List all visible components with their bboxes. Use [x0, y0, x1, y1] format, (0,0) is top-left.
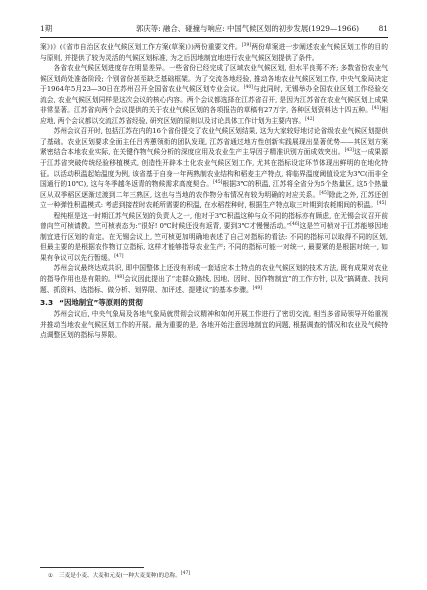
- citation: [42]: [305, 116, 315, 122]
- paragraph-3: 苏州会议召开时, 包括江苏在内的16个省份提交了农业气候区划结果, 这为大家较好地讨论省级农业气候区划提供了基础。农业区划要求全面主任吕秀蕙领衔的团队发现, 江苏省通过地方性创新实践展现出显著优势——其区划方案紧密结合本地农业实际, 在关键作物气候分析的深度应用及农业生产主导因子精准识别方面成效突出。[43]这一成果源于江苏省突破传统经验移植模式, 创造性开辟本土化农业气候区划工作, 尤其在指标设定环节体现出鲜明的在地化特征。以活动积温起始温度为例, 该省基于自身一年两熟制农业结构和稻麦主产特点, 将临界温度阈值设定为3℃(而非全国通行的10℃), 这与冬季越冬返青的物候需求高度契合。[45]根据3℃的积温, 江苏将全省分为5个热量区, 这5个热量区从双季稻区逐渐过渡到二年三熟区, 这也与当地的农作物分布情况有较为明确的对应关系。[45]除此之外, 江苏还创立一种弹性积温模式: 考虑到接茬时农耗所需要的积温, 在水稻茬种时, 根据生产特点取三叶期到农耗期间的积温。[45]: [40, 127, 388, 210]
- citation: [45]: [377, 200, 387, 206]
- paragraph-6: 苏州会议后, 中央气象局及各地气象局就贯彻会议精神和如何开展工作进行了密切交流, 相当多省局领导开始重视并推动当地农业气候区划工作的开展。最为重要的是, 各地开始注意因地制宜的问题, 根据调查的情况和农业及气候特点调整区划的指标与界限。: [40, 310, 388, 340]
- footnote-rule: [40, 567, 144, 568]
- section-title: “因地制宜”等原则的贯彻: [59, 298, 143, 308]
- citation: [47]: [114, 253, 124, 259]
- citation: [43]: [344, 148, 354, 154]
- issue-number: 1期: [40, 24, 53, 33]
- page-number: 81: [378, 24, 388, 33]
- running-header: [40, 22, 388, 36]
- citation: [45]: [213, 179, 223, 185]
- citation: [47]: [180, 571, 191, 577]
- section-number: 3.3: [40, 298, 54, 308]
- citation: [39]: [241, 42, 252, 48]
- paragraph-2: 各省农业气候区划进度存在明显差异。一些省份已经完成了区域农业气候区划, 但水平良莠不齐; 多数省份农业气候区划尚处准备阶段; 个别省份甚至缺乏基础框架。为了交流各地经验, 推动各地农业气候区划工作, 中央气象局决定于1964年5月23—30日在苏州召开全国省农业气候区划专业会议。[40]与此同时, 无锡举办全国农业区划工作经验交流会, 农业气候区划同样是这次会议的核心内容。两个会议都选择在江苏省召开, 是因为江苏省在农业气候区划上成果非常显著。江苏省向两个会议提供的关于农业气候区划的各项报告的草稿有27万字, 各种区划资料达十四五种。[41]相应地, 两个会议都以交流江苏省经验, 研究区划的原则以及讨论具体工作计划为主要内容。[42]: [40, 64, 389, 125]
- citation: [45]: [319, 190, 329, 196]
- paragraph-4: 程纯枢是这一时期江苏气候区划的负责人之一, 他对于3℃积温这种与众不同的指标亦有顾虑, 在无锡会议召开前曾向竺可桢请教。竺可桢表态为:“很好! 0℃时候还没有返青, 要到3℃才慢慢活动。”[46]这是竺可桢对于江苏能够因地制宜进行区划的肯定。在无锡会议上, 竺可桢更加明确地表述了自己对指标的看法: 不同的指标可以取得不同的区划, 但最主要的是根据农作物订立指标, 这样才能够指导农业生产; 不同的指标可能一对统一, 最要紧的是根据对统一, 如果有争议可以先行暂缓。[47]: [40, 211, 388, 262]
- running-title: 郭庆等: 融合、碰撞与响应: 中国气候区划的初步发展(1929—1966): [136, 24, 360, 33]
- citation: [48]: [114, 274, 125, 280]
- paragraph-1: 案》)》(《省市自治区农业气候区划工作方案(草案)》)两份重要文件。[39]两份草案进一步阐述农业气候区划工作的目的与原则, 并提供了较为灵活的气候区划标准, 为之后因地制宜地进行农业气候区划提供了条件。: [40, 42, 388, 62]
- paragraph-5: 苏州会议最终达成共识, 即中国整体上还没有形成一套适应本土特点的农业气候区划的技术方法, 既有成果对农业的指导作用也是有限的。[48]会议因此提出了“走群众路线, 因地、因时、因作物制宜”的工作方针, 以及“搞调查、找问题、抓资料、选指标、做分析、划界限、加评述、提建议”的基本步骤。[49]: [40, 264, 388, 294]
- citation: [40]: [243, 84, 254, 90]
- citation: [49]: [252, 285, 262, 291]
- citation: [41]: [371, 106, 382, 112]
- footnote: [48, 572, 388, 580]
- article-body: [40, 42, 388, 341]
- footnote-text: 三麦是小麦、大麦和元麦(一种大麦变种)的总称。: [59, 573, 181, 579]
- section-heading: [40, 297, 388, 308]
- header-rule: [40, 37, 388, 38]
- footnote-marker: ①: [48, 573, 54, 579]
- citation: [46]: [290, 222, 300, 228]
